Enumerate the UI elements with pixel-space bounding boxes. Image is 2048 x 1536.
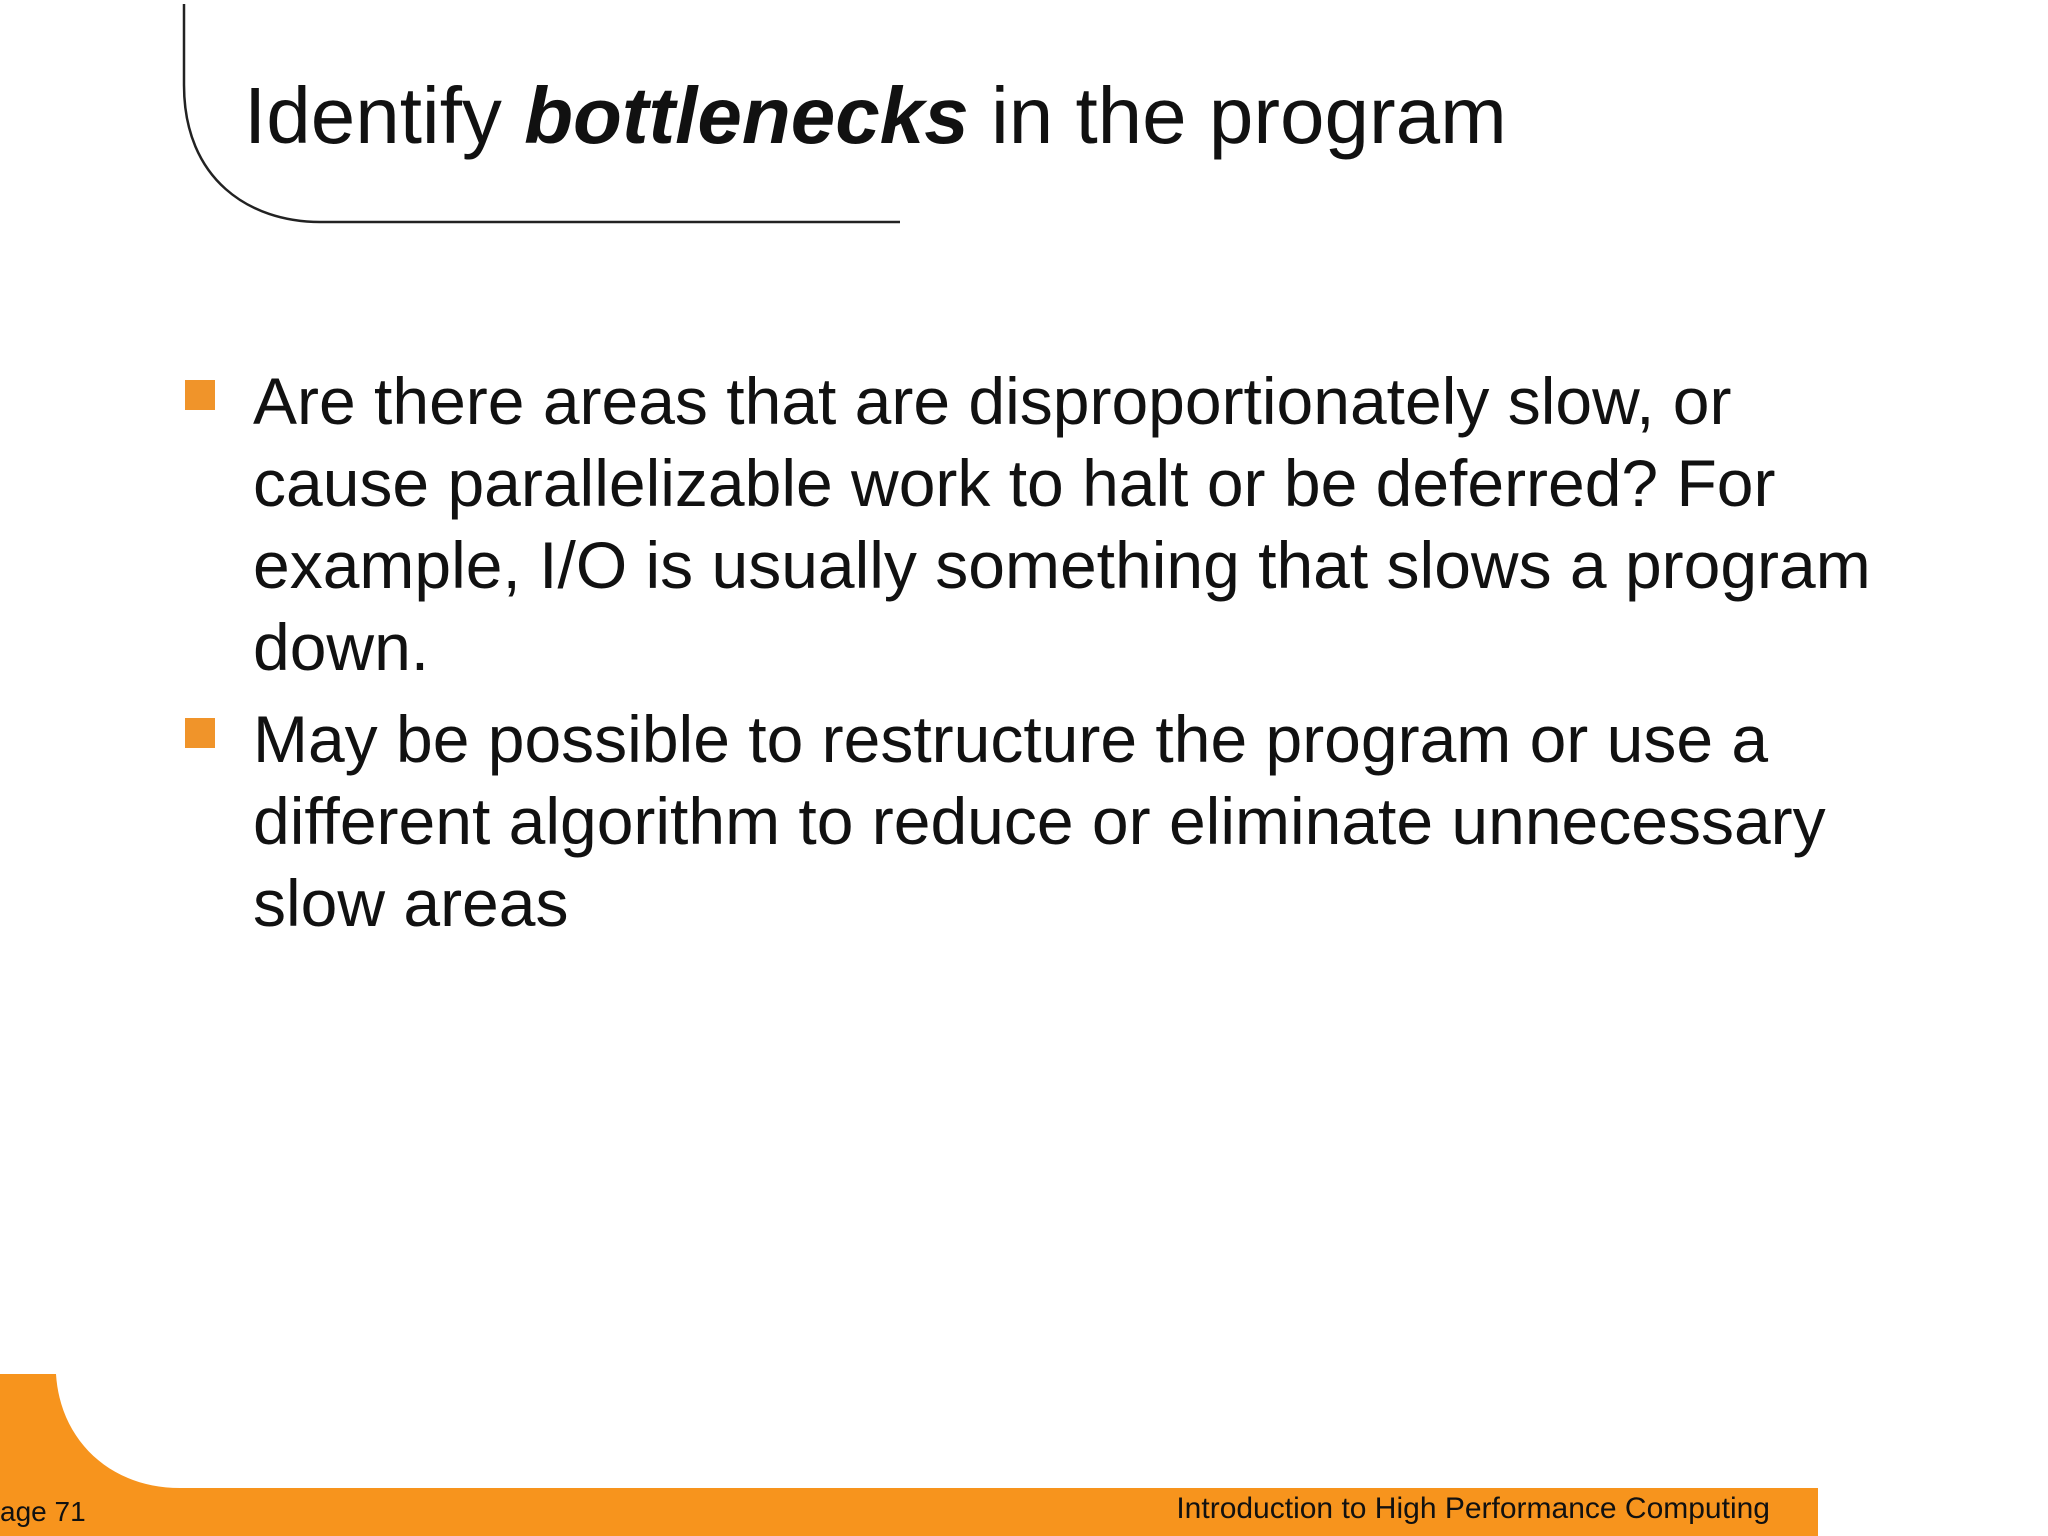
- page-number: age 71: [0, 1496, 86, 1527]
- footer-course-title: Introduction to High Performance Computing: [1176, 1492, 1770, 1525]
- bullet-text: Are there areas that are disproportionately slow, or cause parallelizable work to halt or be deferred? For example, I/O is usually something that slows a program down.: [253, 364, 1871, 684]
- bullet-text: May be possible to restructure the program or use a different algorithm to reduce or eliminate unnecessary slow areas: [253, 702, 1826, 940]
- title-suffix: in the program: [968, 71, 1507, 160]
- title-emphasis: bottlenecks: [524, 71, 969, 160]
- title-prefix: Identify: [244, 71, 525, 160]
